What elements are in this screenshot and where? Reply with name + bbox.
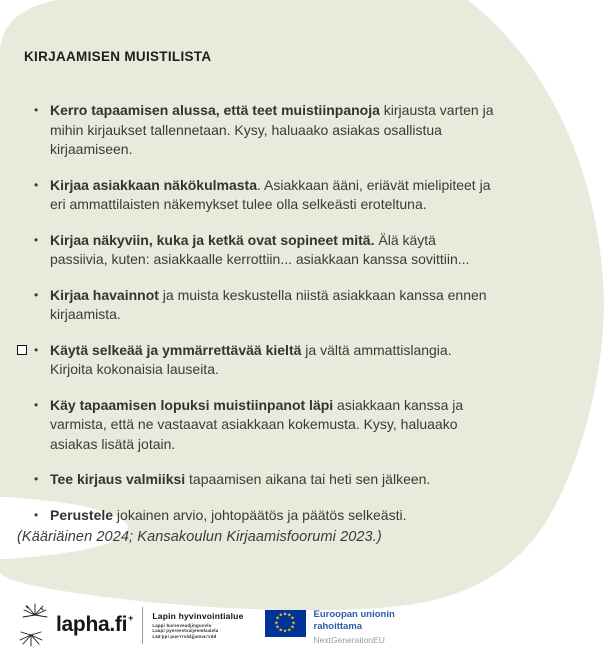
citation: (Kääriäinen 2024; Kansakoulun Kirjaamisfoorumi 2023.) bbox=[17, 529, 382, 545]
item-lead: Käy tapaamisen lopuksi muistiinpanot läpi bbox=[50, 396, 334, 413]
checkbox-square-icon bbox=[17, 345, 27, 355]
item-lead: Käytä selkeää ja ymmärrettävää kieltä bbox=[50, 341, 302, 358]
eu-texts bbox=[314, 609, 395, 645]
item-body: tapaamisen aikana tai heti sen jälkeen. bbox=[185, 471, 431, 487]
item-body: ja vältä ammattislangia. Kirjoita kokonaisia lauseita. bbox=[50, 341, 452, 377]
item-body: . Asiakkaan ääni, eriävät mielipiteet ja eri ammattilaisten näkemykset tulee olla selkeästi eroteltuna. bbox=[50, 176, 491, 212]
checklist-item bbox=[24, 506, 494, 526]
item-body: kirjausta varten ja mihin kirjaukset tallennetaan. Kysy, haluaako asiakas osallistua kirjaamiseen. bbox=[50, 102, 494, 157]
checklist-item bbox=[24, 470, 494, 490]
item-lead: Kerro tapaamisen alussa, että teet muistiinpanoja bbox=[50, 102, 380, 118]
item-body: jokainen arvio, johtopäätös ja päätös selkeästi. bbox=[113, 506, 407, 523]
item-body: asiakkaan kanssa ja varmista, että ne vastaavat asiakkaan kokemusta. Kysy, haluaako asiakas lisätä jotain. bbox=[50, 396, 464, 452]
eu-funding-logo bbox=[265, 605, 395, 645]
item-lead: Perustele bbox=[50, 506, 114, 523]
eu-funding-line1: Euroopan unionin bbox=[313, 609, 395, 620]
lapin-hyvinvointialue-logo bbox=[152, 611, 243, 639]
org-name-sami-1: Lappi buresveadjinguovlu bbox=[152, 622, 212, 628]
footer-divider bbox=[142, 607, 143, 644]
item-body: ja muista keskustella niistä asiakkaan kanssa ennen kirjaamista. bbox=[50, 286, 487, 322]
item-lead: Tee kirjaus valmiiksi bbox=[50, 471, 186, 487]
checklist-item bbox=[24, 396, 494, 455]
eu-funding-line2: rahoittama bbox=[313, 620, 363, 632]
org-name-sami-3: Lää'ppi pue'rrvââjjamvu'vdd bbox=[152, 633, 217, 639]
checklist-item bbox=[24, 286, 494, 325]
checklist-item bbox=[24, 176, 494, 215]
lapha-spark-icon: + bbox=[128, 613, 134, 623]
org-name-sami-2: Laapi pyereestvaijeemkuávlu bbox=[152, 628, 219, 634]
item-body: Älä käytä passiivia, kuten: asiakkaalle kerrottiin... asiakkaan kanssa sovittiin... bbox=[50, 231, 470, 267]
checklist-item bbox=[24, 231, 494, 270]
checklist-item bbox=[24, 101, 494, 160]
lapha-wordmark: lapha.fi+ bbox=[56, 613, 134, 636]
org-name: Lapin hyvinvointialue bbox=[152, 610, 244, 621]
page-title: KIRJAAMISEN MUISTILISTA bbox=[24, 49, 212, 64]
eu-flag-icon: ★ ★ ★ ★ ★ ★ ★ ★ ★ ★ ★ ★ bbox=[265, 610, 306, 637]
eu-program-label: NextGenerationEU bbox=[313, 635, 385, 645]
footer-logos bbox=[16, 601, 395, 649]
item-lead: Kirjaa havainnot bbox=[50, 286, 159, 303]
item-lead: Kirjaa näkyviin, kuka ja ketkä ovat sopineet mitä. bbox=[50, 231, 375, 248]
lapha-logo bbox=[16, 603, 133, 647]
item-lead: Kirjaa asiakkaan näkökulmasta bbox=[50, 176, 258, 193]
lapha-branch-icon bbox=[16, 603, 52, 647]
checklist-item bbox=[24, 341, 494, 380]
checklist bbox=[24, 101, 494, 541]
